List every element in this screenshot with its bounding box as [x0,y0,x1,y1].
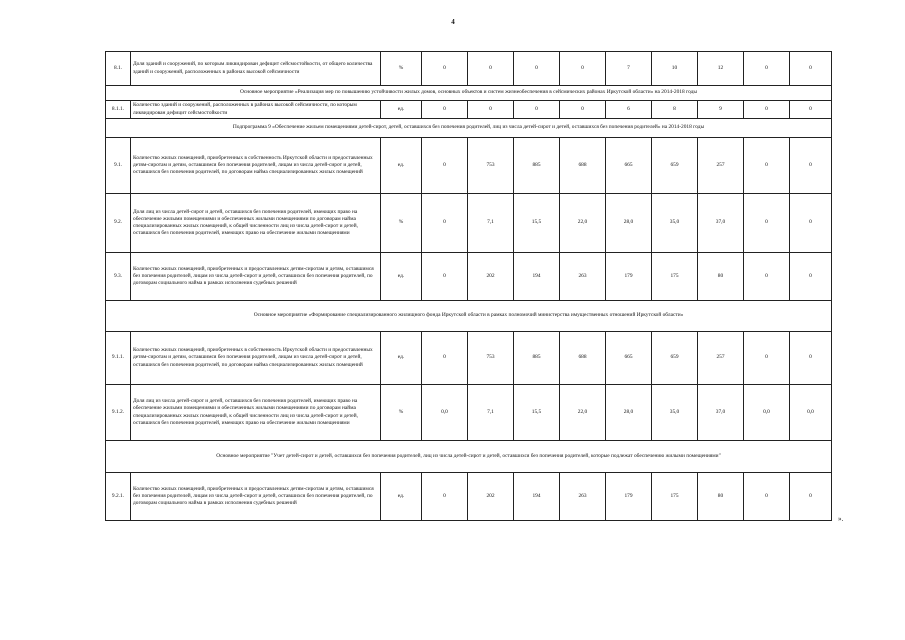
value-cell: 9 [698,101,744,119]
value-cell: 0 [560,52,606,86]
section-heading: Основное мероприятие «Реализация мер по повышению устойчивости жилых домов, основных объектов и систем жизнеобеспечения в сейсмических районах Иркутской области» на 2014-2018 годы [106,86,832,101]
value-cell: 665 [606,332,652,385]
unit-cell: ед. [381,253,422,301]
value-cell: 0 [422,138,468,194]
table-row [106,253,832,301]
section-heading-row [106,441,832,473]
value-cell: 263 [560,473,606,521]
value-cell: 0 [790,138,832,194]
value-cell: 202 [468,473,514,521]
table-row [106,52,832,86]
value-cell: 0 [422,101,468,119]
value-cell: 175 [652,253,698,301]
value-cell: 10 [652,52,698,86]
indicators-table [105,51,832,521]
indicator-description: Доля лиц из числа детей-сирот и детей, оставшихся без попечения родителей, имеющих право на обеспечение жилыми помещениями и обеспеченных жилыми помещениями по договорам найма специализированных жилых помещений, к общей численности лиц из числа детей-сирот и детей, оставшихся без попечения родителей, имеющих право на обеспечение жилыми помещениями [131,194,381,253]
value-cell: 688 [560,138,606,194]
value-cell: 659 [652,138,698,194]
value-cell: 0,0 [744,385,790,441]
value-cell: 885 [514,138,560,194]
value-cell: 202 [468,253,514,301]
value-cell: 15,5 [514,385,560,441]
value-cell: 688 [560,332,606,385]
value-cell: 80 [698,473,744,521]
unit-cell: % [381,194,422,253]
value-cell: 0 [468,101,514,119]
value-cell: 257 [698,332,744,385]
value-cell: 8 [652,101,698,119]
section-heading-row [106,119,832,138]
value-cell: 0 [422,473,468,521]
indicator-description: Доля зданий и сооружений, по которым ликвидирован дефицит сейсмостойкости, от общего количества зданий и сооружений, расположенных в районах высокой сейсмичности [131,52,381,86]
value-cell: 0,0 [790,385,832,441]
value-cell: 665 [606,138,652,194]
row-number: 9.3. [106,253,131,301]
indicator-description: Количество жилых помещений, приобретенных и предоставленных детям-сиротам и детям, оставшимся без попечения родителей, лицам из числа детей-сирот и детей, оставшихся без попечения родителей, по договорам социального найма в рамках исполнения судебных решений [131,253,381,301]
row-number: 9.2.1. [106,473,131,521]
value-cell: 659 [652,332,698,385]
value-cell: 7,1 [468,385,514,441]
indicator-description: Количество зданий и сооружений, расположенных в районах высокой сейсмичности, по которым ликвидирован дефицит сейсмостойкости [131,101,381,119]
section-heading-row [106,301,832,332]
value-cell: 0 [744,52,790,86]
value-cell: 0 [422,253,468,301]
value-cell: 0 [744,194,790,253]
indicator-description: Количество жилых помещений, приобретенных в собственность Иркутской области и предоставленных детям-сиротам и детям, оставшимся без попечения родителей, лицам из числа детей-сирот и детей, оставшихся без попечения родителей, по договорам найма специализированных жилых помещений [131,332,381,385]
row-number: 8.1.1. [106,101,131,119]
value-cell: 0 [790,473,832,521]
unit-cell: ед. [381,473,422,521]
value-cell: 263 [560,253,606,301]
value-cell: 885 [514,332,560,385]
value-cell: 0 [790,253,832,301]
closing-quote: ». [838,515,844,523]
unit-cell: ед. [381,332,422,385]
value-cell: 22,0 [560,385,606,441]
indicator-description: Доля лиц из числа детей-сирот и детей, оставшихся без попечения родителей, имеющих право на обеспечение жилыми помещениями и обеспеченных жилыми помещениями по договорам найма специализированных жилых помещений, к общей численности лиц из числа детей-сирот и детей, оставшихся без попечения родителей, имеющих право на обеспечение жилыми помещениями [131,385,381,441]
value-cell: 15,5 [514,194,560,253]
value-cell: 0 [790,332,832,385]
value-cell: 6 [606,101,652,119]
value-cell: 0 [560,101,606,119]
value-cell: 0 [790,52,832,86]
value-cell: 257 [698,138,744,194]
value-cell: 35,0 [652,194,698,253]
value-cell: 0 [468,52,514,86]
value-cell: 0 [744,473,790,521]
table-body [106,52,832,521]
table-row [106,332,832,385]
value-cell: 7,1 [468,194,514,253]
value-cell: 0 [422,332,468,385]
value-cell: 35,0 [652,385,698,441]
value-cell: 0 [422,52,468,86]
unit-cell: ед. [381,101,422,119]
row-number: 9.1. [106,138,131,194]
unit-cell: ед. [381,138,422,194]
row-number: 8.1. [106,52,131,86]
value-cell: 12 [698,52,744,86]
section-heading-row [106,86,832,101]
value-cell: 753 [468,332,514,385]
value-cell: 0 [744,253,790,301]
unit-cell: % [381,52,422,86]
value-cell: 0 [514,52,560,86]
table-row [106,473,832,521]
table-row [106,101,832,119]
row-number: 9.1.1. [106,332,131,385]
value-cell: 0 [790,194,832,253]
table-row [106,385,832,441]
section-heading: Основное мероприятие «Формирование специализированного жилищного фонда Иркутской области в рамках полномочий министерства имущественных отношений Иркутской области» [106,301,832,332]
value-cell: 0,0 [422,385,468,441]
value-cell: 179 [606,253,652,301]
value-cell: 28,0 [606,194,652,253]
section-heading: Подпрограмма 9 «Обеспечение жильем помещениями детей-сирот, детей, оставшихся без попечения родителей, лиц из числа детей-сирот и детей, оставшихся без попечения родителей» на 2014-2018 годы [106,119,832,138]
value-cell: 7 [606,52,652,86]
value-cell: 753 [468,138,514,194]
value-cell: 179 [606,473,652,521]
value-cell: 0 [514,101,560,119]
value-cell: 37,0 [698,194,744,253]
value-cell: 28,0 [606,385,652,441]
unit-cell: % [381,385,422,441]
row-number: 9.2. [106,194,131,253]
table-row [106,138,832,194]
value-cell: 0 [744,332,790,385]
page-number: 4 [451,18,455,26]
indicator-description: Количество жилых помещений, приобретенных и предоставленных детям-сиротам и детям, оставшимся без попечения родителей, лицам из числа детей-сирот и детей, оставшихся без попечения родителей, по договорам социального найма в рамках исполнения судебных решений [131,473,381,521]
value-cell: 0 [790,101,832,119]
table-row [106,194,832,253]
section-heading: Основное мероприятие "Учет детей-сирот и детей, оставшихся без попечения родителей, лиц из числа детей-сирот и детей, оставшихся без попечения родителей, которые подлежат обеспечению жилыми помещениями" [106,441,832,473]
value-cell: 22,0 [560,194,606,253]
value-cell: 0 [744,101,790,119]
value-cell: 194 [514,253,560,301]
value-cell: 0 [744,138,790,194]
value-cell: 194 [514,473,560,521]
value-cell: 37,0 [698,385,744,441]
value-cell: 175 [652,473,698,521]
value-cell: 80 [698,253,744,301]
row-number: 9.1.2. [106,385,131,441]
indicator-description: Количество жилых помещений, приобретенных в собственность Иркутской области и предоставленных детям-сиротам и детям, оставшимся без попечения родителей, лицам из числа детей-сирот и детей, оставшихся без попечения родителей, по договорам найма специализированных жилых помещений [131,138,381,194]
value-cell: 0 [422,194,468,253]
